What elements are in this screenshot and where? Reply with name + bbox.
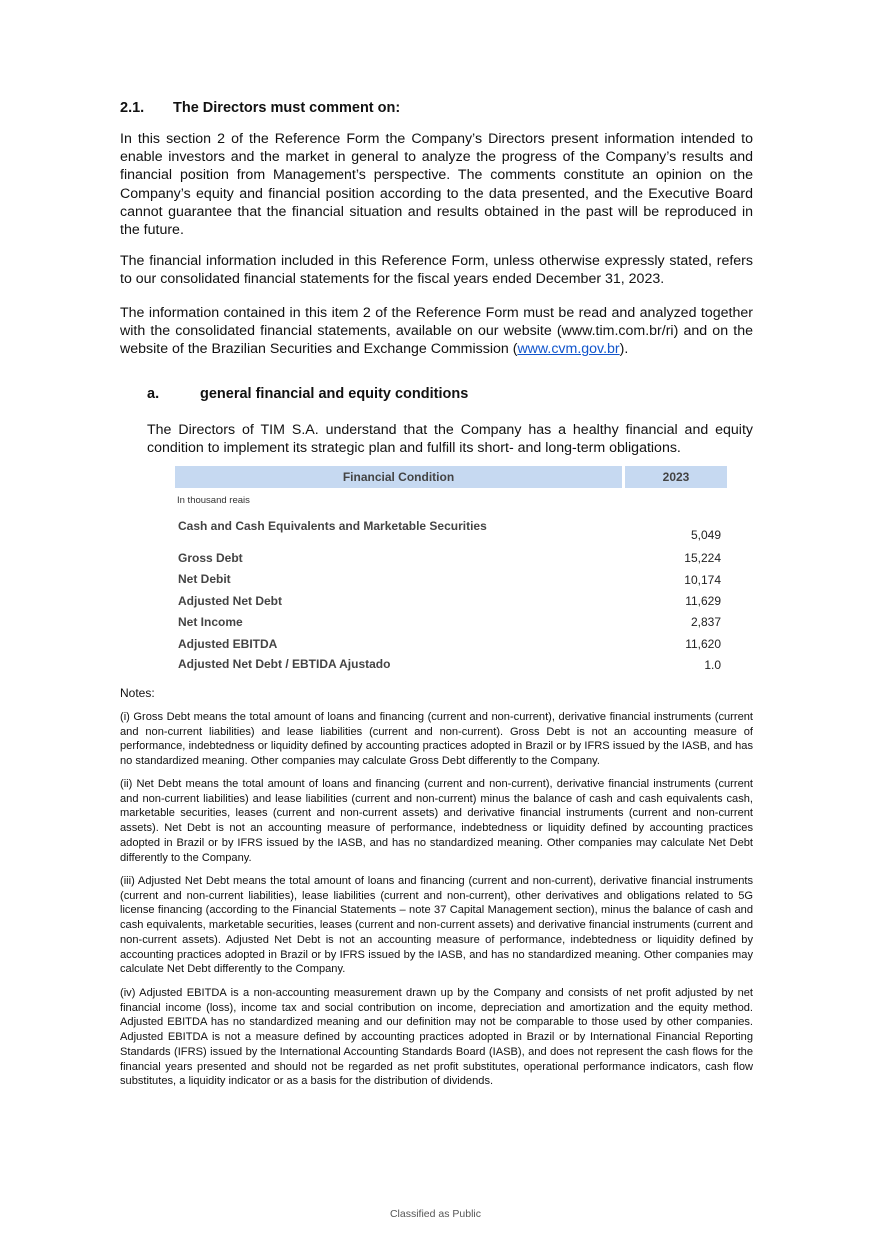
subsection-title: general financial and equity conditions xyxy=(200,386,469,402)
classification-footer: Classified as Public xyxy=(389,1208,482,1220)
table-row-label: Net Debit xyxy=(178,572,231,586)
table-row-label: Adjusted EBITDA xyxy=(178,637,278,651)
table-row-value: 2,837 xyxy=(690,615,721,629)
section-title: The Directors must comment on: xyxy=(173,100,401,116)
table-units: In thousand reais xyxy=(177,495,250,506)
note-item: (iv) Adjusted EBITDA is a non-accounting measurement drawn up by the Company and consists of net profit adjusted by net financial income (loss), income tax and social contribution on income, depreciation and amortization and the equity method. Adjusted EBITDA has no standardized meaning and our definition may not be comparable to those used by other companies. Adjusted EBITDA is not a measure defined by accounting practices adopted in Brazil or by International Financial Reporting Standards (IFRS) issued by the International Accounting Standards Board (IASB), and does not represent the cash flows for the financial years presented and should not be regarded as net profit substitutes, operational performance indicators, cash flow substitutes, a liquidity indicator or as a basis for the distribution of dividends. xyxy=(120,987,753,1088)
table-row-label: Cash and Cash Equivalents and Marketable Securities xyxy=(178,519,487,533)
subsection-letter: a. xyxy=(147,386,160,402)
table-row-value: 1.0 xyxy=(704,658,721,672)
reference-end: ). xyxy=(619,341,629,358)
table-row-label: Gross Debt xyxy=(178,551,243,565)
table-row-label: Adjusted Net Debt xyxy=(178,594,283,608)
table-row-label: Adjusted Net Debt / EBTIDA Ajustado xyxy=(178,657,391,671)
section-number: 2.1. xyxy=(120,100,145,116)
table-row-value: 5,049 xyxy=(690,528,721,542)
section-heading xyxy=(120,100,400,116)
note-item: (i) Gross Debt means the total amount of loans and financing (current and non-current), derivative financial instruments (current and non-current liabilities) and lease liabilities (current and non-current). Gross Debt is not an accounting measure of performance, indebtedness or liquidity defined by accounting practices adopted in Brazil or by IFRS issued by the IASB, and has no standardized meaning. Other companies may calculate Gross Debt differently to the Company. xyxy=(120,711,753,768)
reference-text: The information contained in this item 2 of the Reference Form must be read and analyzed together with the consolidated financial statements, available on our website (www.tim.com.br/ri) and on the website of the Brazilian Securities and Exchange Commission ( xyxy=(120,305,753,358)
reference-paragraph xyxy=(120,304,753,359)
cvm-link[interactable]: www.cvm.gov.br xyxy=(517,341,620,358)
table-row-value: 10,174 xyxy=(684,573,721,587)
table-header-label: Financial Condition xyxy=(175,466,622,488)
subsection-paragraph: The Directors of TIM S.A. understand that the Company has a healthy financial and equity condition to implement its strategic plan and fulfill its short- and long-term obligations. xyxy=(147,422,753,457)
table-row-value: 11,620 xyxy=(685,637,721,651)
financial-info-paragraph: The financial information included in this Reference Form, unless otherwise expressly stated, refers to our consolidated financial statements for the fiscal years ended December 31, 2023. xyxy=(120,253,753,288)
subsection-heading xyxy=(147,386,468,402)
intro-paragraph: In this section 2 of the Reference Form the Company’s Directors present information intended to enable investors and the market in general to analyze the progress of the Company’s results and financial position from Management’s perspective. The comments constitute an opinion on the Company’s equity and financial position according to the data presented, and the Executive Board cannot guarantee that the financial situation and results obtained in the past will be reproduced in the future. xyxy=(120,131,753,239)
table-row-value: 15,224 xyxy=(684,551,721,565)
note-item: (iii) Adjusted Net Debt means the total amount of loans and financing (current and non-current), derivative financial instruments (current and non-current liabilities), lease liabilities (current and non-current), other derivatives and obligations related to 5G license financing (according to the Financial Statements – note 37 Capital Management section), minus the balance of cash and cash equivalents, marketable securities, leases (current and non-current assets) and derivative financial instruments (current and non-current assets). Adjusted Net Debt is not an accounting measure of performance, indebtedness or liquidity defined by accounting practices adopted in Brazil or by IFRS issued by the IASB, and has no standardized meaning. Other companies may calculate Net Debt differently to the Company. xyxy=(120,875,753,976)
note-item: (ii) Net Debt means the total amount of loans and financing (current and non-current), derivative financial instruments (current and non-current liabilities) and lease liabilities (current and non-current) minus the balance of cash and cash equivalents cash, marketable securities, leases (current and non-current assets) and derivative financial instruments (current and non-current assets). Net Debt is not an accounting measure of performance, indebtedness or liquidity defined by accounting practices adopted in Brazil or by IFRS issued by the IASB, and has no standardized meaning. Other companies may calculate Net Debt differently to the Company. xyxy=(120,778,753,864)
table-row-label: Net Income xyxy=(178,615,243,629)
notes-title: Notes: xyxy=(120,686,155,700)
table-row-value: 11,629 xyxy=(685,594,721,608)
table-header-year: 2023 xyxy=(625,466,727,488)
